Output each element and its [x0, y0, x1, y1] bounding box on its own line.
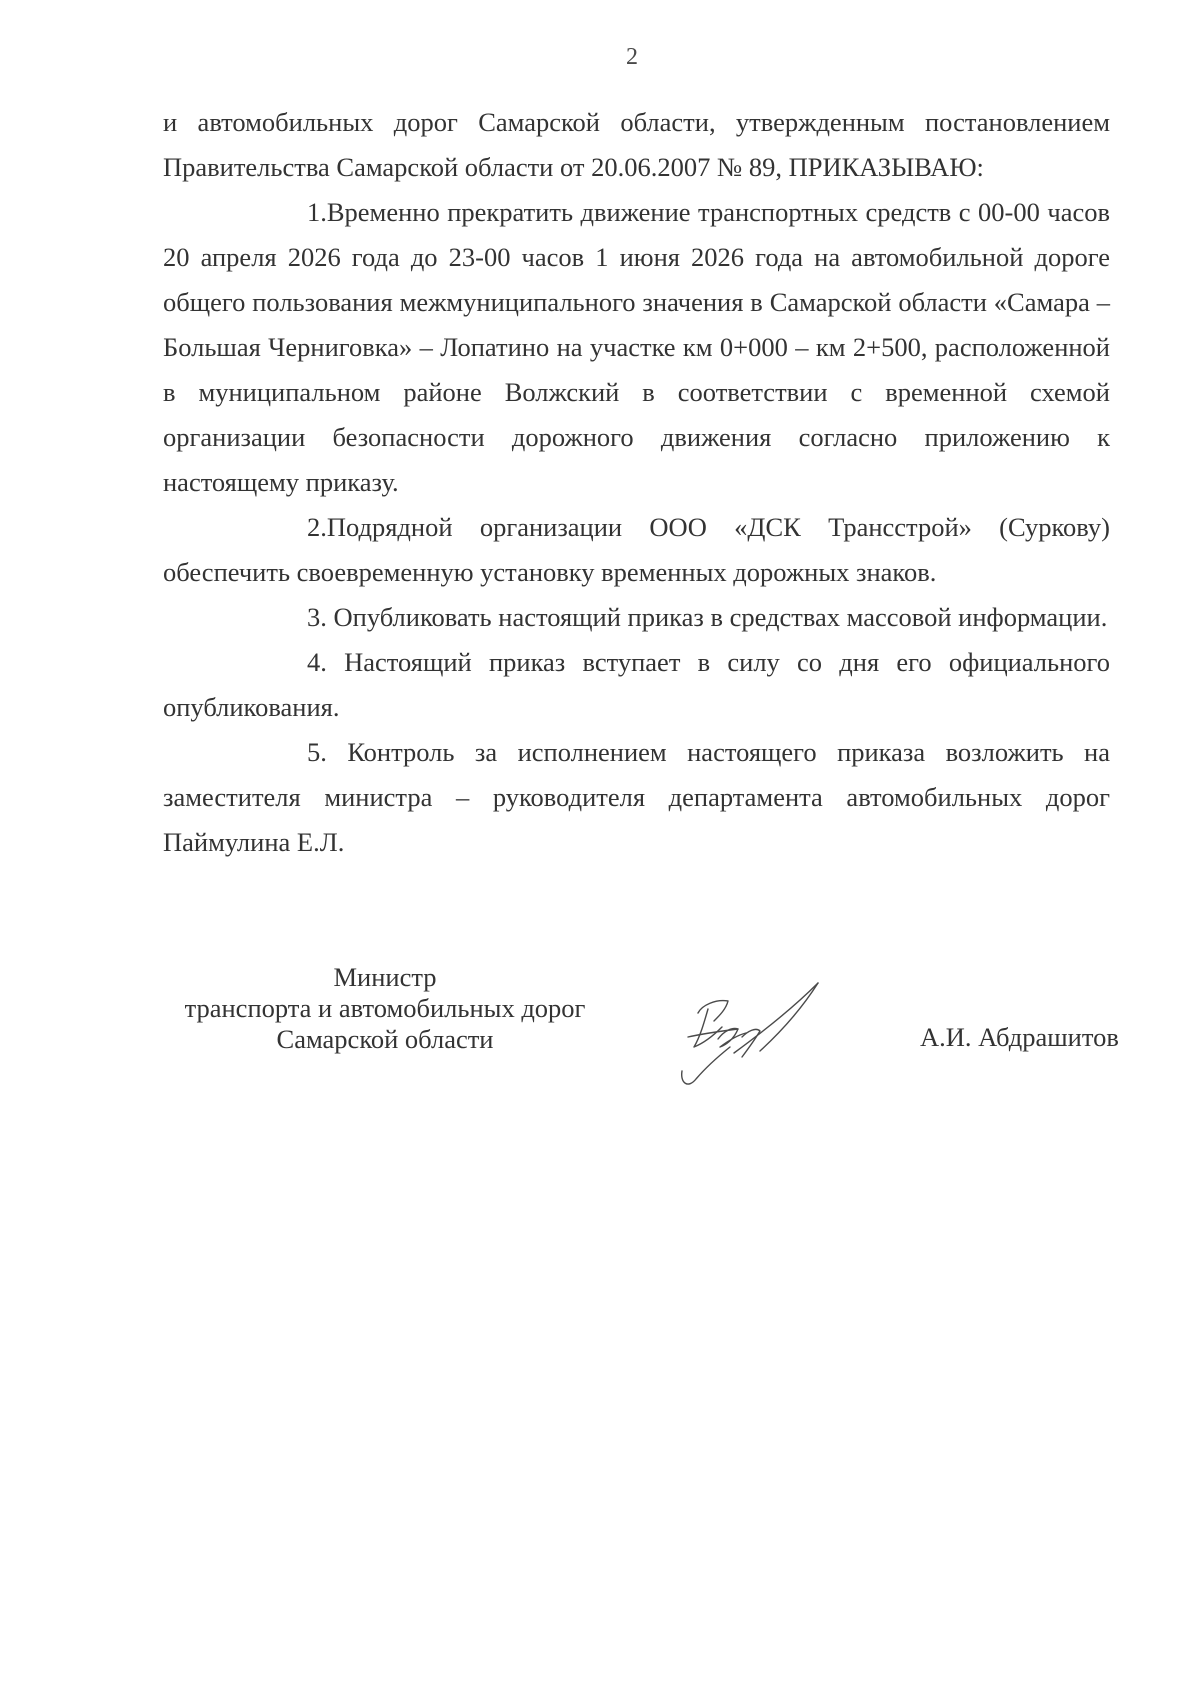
paragraph-text: Опубликовать настоящий приказ в средствах массовой информации. [333, 602, 1108, 632]
paragraph-item-1 [163, 190, 1110, 505]
paragraph-text: Контроль за исполнением настоящего приказа возложить на заместителя министра – руководителя департамента автомобильных дорог Паймулина Е.Л. [163, 737, 1111, 857]
paragraph-item-4 [163, 640, 1110, 730]
paragraph-preamble [163, 100, 1110, 190]
paragraph-item-5 [163, 730, 1110, 865]
paragraph-text: Временно прекратить движение транспортных средств с 00-00 часов 20 апреля 2026 года до 23-00 часов 1 июня 2026 года на автомобильной дороге общего пользования межмуниципального значения в Самарской области «Самара – Большая Черниговка» – Лопатино на участке км 0+000 – км 2+500, расположенной в муниципальном районе Волжский в соответствии с временной схемой организации безопасности дорожного движения согласно приложению к настоящему приказу. [163, 197, 1110, 497]
paragraph-number: 1. [307, 197, 327, 227]
paragraph-item-3 [163, 595, 1110, 640]
signer-position [160, 962, 610, 1055]
paragraph-number: 3. [307, 602, 327, 632]
page-number: 2 [626, 44, 638, 70]
paragraph-text: Настоящий приказ вступает в силу со дня его официального опубликования. [163, 647, 1111, 722]
handwritten-signature-icon [668, 975, 838, 1095]
signer-position-line: Министр [333, 962, 437, 992]
paragraph-text: Подрядной организации ООО «ДСК Трансстрой» (Суркову) обеспечить своевременную установку временных дорожных знаков. [163, 512, 1110, 587]
signer-position-line: Самарской области [276, 1024, 494, 1054]
signer-name: А.И. Абдрашитов [920, 1022, 1119, 1052]
paragraph-number: 2. [307, 512, 327, 542]
order-body [163, 100, 1110, 865]
paragraph-item-2 [163, 505, 1110, 595]
paragraph-text: и автомобильных дорог Самарской области, утвержденным постановлением Правительства Самарской области от 20.06.2007 № 89, ПРИКАЗЫВАЮ: [163, 107, 1110, 182]
paragraph-number: 4. [307, 647, 327, 677]
signer-position-line: транспорта и автомобильных дорог [184, 993, 586, 1023]
paragraph-number: 5. [307, 737, 327, 767]
